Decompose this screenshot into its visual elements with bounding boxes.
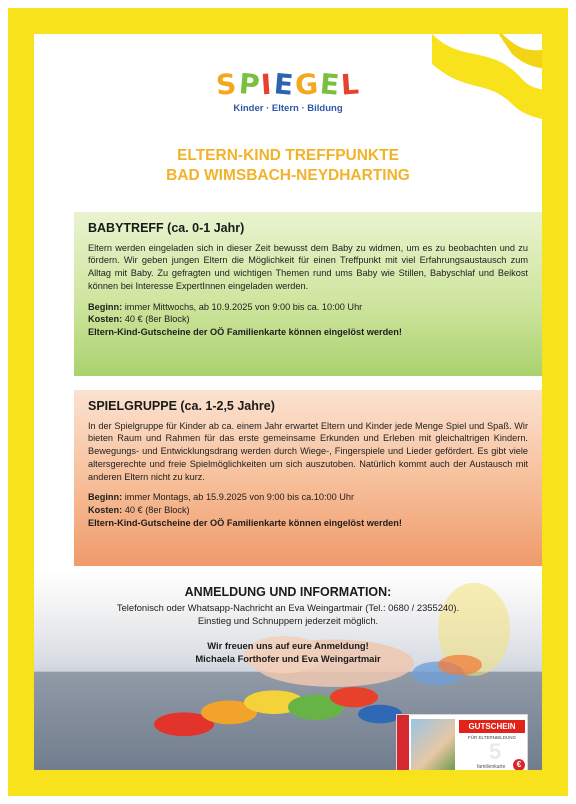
voucher-number: 5 xyxy=(489,739,502,764)
anmeldung-schnuppern: Einstieg und Schnuppern jederzeit möglich. xyxy=(197,615,379,626)
kosten-label: Kosten: xyxy=(88,504,123,515)
logo-wordmark xyxy=(216,68,359,101)
kosten-value: 40 € (8er Block) xyxy=(124,504,190,515)
spielgruppe-card xyxy=(74,390,542,566)
euro-icon: € xyxy=(513,759,525,770)
headline-line-2: BAD WIMSBACH-NEYDHARTING xyxy=(166,167,410,184)
babytreff-card xyxy=(74,212,542,376)
logo-letter: L xyxy=(339,67,361,102)
spacer xyxy=(34,627,542,639)
anmeldung-heading: ANMELDUNG UND INFORMATION: xyxy=(184,585,392,599)
beginn-value: immer Mittwochs, ab 10.9.2025 von 9:00 bis ca. 10:00 Uhr xyxy=(124,301,363,312)
babytreff-description: Eltern werden eingeladen sich in dieser Zeit bewusst dem Baby zu widmen, um es zu beobachten und zu fördern. Wir geben jungen Eltern die Möglichkeit für einen Treffpunkt mit viel Erfahrungsaustausch zum Alltag mit Baby. Zu gefragten und wichtigen Themen rund ums Baby wie Stillen, Babyschlaf und Beikost können bei Interesse ExpertInnen eingeladen werden. xyxy=(88,242,528,291)
voucher-family-photo xyxy=(411,719,455,770)
logo-letter: G xyxy=(293,67,320,102)
logo-letter: S xyxy=(215,67,239,102)
page-title xyxy=(34,146,542,186)
logo-letter: E xyxy=(318,67,342,102)
anmeldung-closing: Wir freuen uns auf eure Anmeldung! xyxy=(207,640,369,651)
voucher-label: GUTSCHEIN xyxy=(459,720,525,733)
logo-letter: E xyxy=(272,67,296,102)
beginn-label: Beginn: xyxy=(88,301,123,312)
beginn-label: Beginn: xyxy=(88,492,123,503)
anmeldung-names: Michaela Forthofer und Eva Weingartmair xyxy=(195,653,381,664)
gutschein-voucher-image xyxy=(396,714,528,770)
kosten-label: Kosten: xyxy=(88,314,123,325)
spiegel-logo xyxy=(34,68,542,114)
voucher-subtitle: FÜR ELTERNBILDUNG xyxy=(468,735,516,740)
spielgruppe-title: SPIELGRUPPE (ca. 1-2,5 Jahre) xyxy=(88,399,275,413)
voucher-brand: familienkarte xyxy=(477,764,506,770)
kosten-value: 40 € (8er Block) xyxy=(124,314,190,325)
spielgruppe-kosten xyxy=(88,504,528,517)
logo-letter: I xyxy=(259,67,274,102)
babytreff-beginn xyxy=(88,301,528,314)
logo-letter: P xyxy=(237,67,262,102)
flyer-page xyxy=(8,8,568,796)
headline-line-1: ELTERN-KIND TREFFPUNKTE xyxy=(177,147,399,164)
beginn-value: immer Montags, ab 15.9.2025 von 9:00 bis ca.10:00 Uhr xyxy=(124,492,355,503)
anmeldung-info xyxy=(34,586,542,665)
logo-tagline: Kinder · Eltern · Bildung xyxy=(233,103,343,114)
voucher-red-strip xyxy=(397,715,409,770)
anmeldung-contact: Telefonisch oder Whatsapp-Nachricht an Eva Weingartmair (Tel.: 0680 / 2355240). xyxy=(116,602,460,613)
babytreff-title: BABYTREFF (ca. 0-1 Jahr) xyxy=(88,221,245,235)
spielgruppe-description: In der Spielgruppe für Kinder ab ca. einem Jahr erwartet Eltern und Kinder jede Menge Spiel und Spaß. Wir bieten Raum und Rahmen für das erste gemeinsame Erkunden und Erleben mit gleichaltrigen Kindern. Bewegungs- und Entwicklungsdrang werden durch Wiege-, Fingerspiele und Lieder gefördert. Es gibt viele altersgerechte und freie Spielmöglichkeiten um sich auszutoben. Natürlich kommt auch der Austausch mit anderen Eltern nicht zu kurz. xyxy=(88,420,528,482)
babytreff-voucher-note: Eltern-Kind-Gutscheine der OÖ Familienkarte können eingelöst werden! xyxy=(88,326,402,337)
spielgruppe-voucher-note: Eltern-Kind-Gutscheine der OÖ Familienkarte können eingelöst werden! xyxy=(88,517,402,528)
spielgruppe-beginn xyxy=(88,491,528,504)
babytreff-kosten xyxy=(88,313,528,326)
photo-section xyxy=(34,570,542,770)
